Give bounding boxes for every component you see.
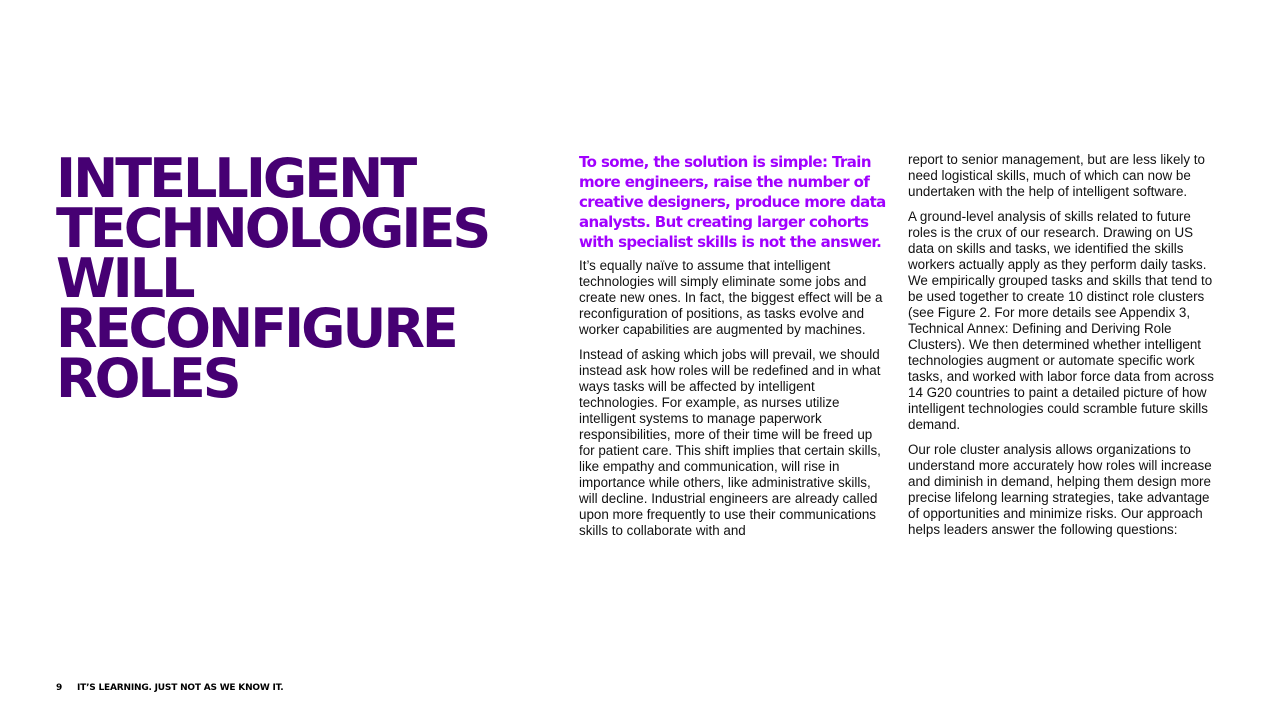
lead-paragraph: To some, the solution is simple: Train more engineers, raise the number of creative designers, produce more data analysts. But creating larger cohorts with specialist skills is not the answer. — [579, 153, 886, 251]
headline-line: RECONFIGURE — [56, 297, 456, 360]
body-paragraph: A ground-level analysis of skills related to future roles is the crux of our research. Drawing on US data on skills and tasks, we identified the skills workers actually apply as they perform daily tasks. We empirically grouped tasks and skills that tend to be used together to create 10 distinct role clusters (see Figure 2. For more details see Appendix 3, Technical Annex: Defining and Deriving Role Clusters). We then determined whether intelligent technologies augment or automate specific work tasks, and worked with labor force data from across 14 G20 countries to paint a detailed picture of how intelligent technologies could scramble future skills demand. — [908, 209, 1214, 432]
page-headline — [56, 147, 556, 410]
headline-line: ROLES — [56, 347, 239, 410]
headline-line: TECHNOLOGIES — [56, 197, 489, 260]
body-paragraph: Instead of asking which jobs will prevail, we should instead ask how roles will be redefined and in what ways tasks will be affected by intelligent technologies. For example, as nurses utilize intelligent systems to manage paperwork responsibilities, more of their time will be freed up for patient care. This shift implies that certain skills, like empathy and communication, will rise in importance while others, like administrative skills, will decline. Industrial engineers are already called upon more frequently to use their communications skills to collaborate with and — [579, 347, 881, 538]
body-column-right — [908, 152, 1218, 547]
headline-line: WILL — [56, 247, 193, 310]
body-paragraph: It’s equally naïve to assume that intelligent technologies will simply eliminate some jobs and create new ones. In fact, the biggest effect will be a reconfiguration of positions, as tasks evolve and worker capabilities are augmented by machines. — [579, 258, 883, 337]
body-paragraph: Our role cluster analysis allows organizations to understand more accurately how roles will increase and diminish in demand, helping them design more precise lifelong learning strategies, take advantage of opportunities and minimize risks. Our approach helps leaders answer the following questions: — [908, 442, 1212, 537]
body-column-middle — [579, 152, 889, 548]
page-footer — [56, 682, 283, 694]
running-title: IT’S LEARNING. JUST NOT AS WE KNOW IT. — [77, 683, 284, 693]
headline-line: INTELLIGENT — [56, 147, 415, 210]
page-number: 9 — [56, 683, 63, 693]
body-paragraph: report to senior management, but are less likely to need logistical skills, much of which can now be undertaken with the help of intelligent software. — [908, 152, 1205, 199]
